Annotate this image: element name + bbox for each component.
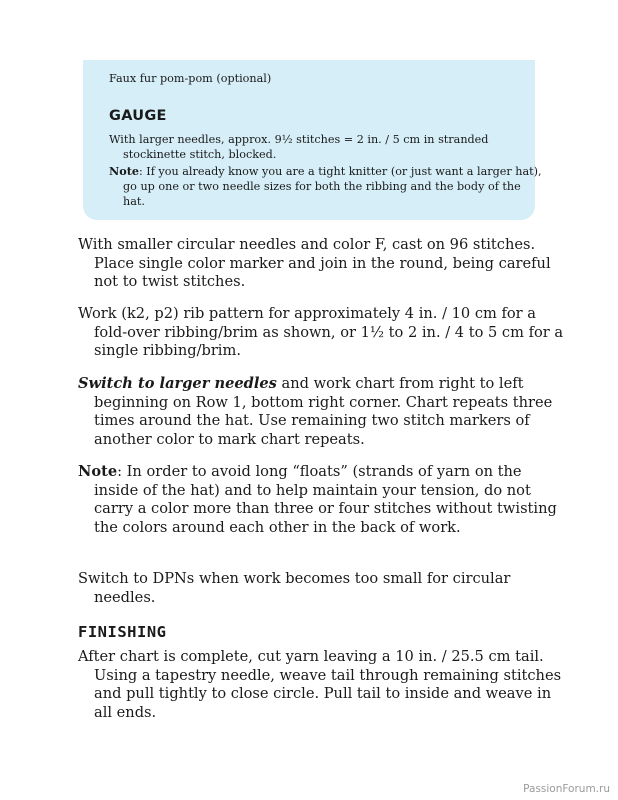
gauge-text: With larger needles, approx. 9½ stitches = 2 in. / 5 cm in stranded stockinette stitch, blocked.: [109, 133, 489, 161]
gauge-note-text: : If you already know you are a tight knitter (or just want a larger hat), go up one or two needle sizes for both the ribbing and the body of the hat.: [123, 165, 542, 208]
gauge-note-label: Note: [109, 164, 139, 178]
floats-note-label: Note: [78, 463, 118, 480]
floats-note-paragraph: [78, 463, 570, 537]
watermark: PassionForum.ru: [523, 783, 610, 795]
switch-needles-paragraph: [78, 375, 570, 449]
switch-needles-text: and work chart from right to left beginning on Row 1, bottom right corner. Chart repeats three times around the hat. Use remaining two stitch markers of another color to mark chart repeats.: [94, 375, 553, 448]
dpns-paragraph: Switch to DPNs when work becomes too small for circular needles.: [78, 570, 511, 606]
gauge-note: [109, 164, 543, 209]
finishing-paragraph: After chart is complete, cut yarn leaving a 10 in. / 25.5 cm tail. Using a tapestry needle, weave tail through remaining stitches and pull tightly to close circle. Pull tail to inside and weave in all ends.: [78, 648, 562, 721]
switch-needles-emphasis: Switch to larger needles: [78, 375, 277, 392]
floats-note-text: : In order to avoid long “floats” (strands of yarn on the inside of the hat) and to help maintain your tension, do not carry a color more than three or four stitches without twisting the colors around each other in the back of work.: [94, 463, 557, 536]
finishing-heading: FINISHING: [78, 623, 167, 641]
gauge-heading: GAUGE: [109, 108, 167, 124]
material-item-pom-pom: Faux fur pom-pom (optional): [109, 72, 272, 85]
cast-on-paragraph: With smaller circular needles and color F, cast on 96 stitches. Place single color marker and join in the round, being careful not to twist stitches.: [78, 236, 551, 290]
materials-gauge-box: [83, 60, 542, 220]
rib-paragraph: Work (k2, p2) rib pattern for approximately 4 in. / 10 cm for a fold-over ribbing/brim as shown, or 1½ to 2 in. / 4 to 5 cm for a single ribbing/brim.: [78, 305, 564, 359]
